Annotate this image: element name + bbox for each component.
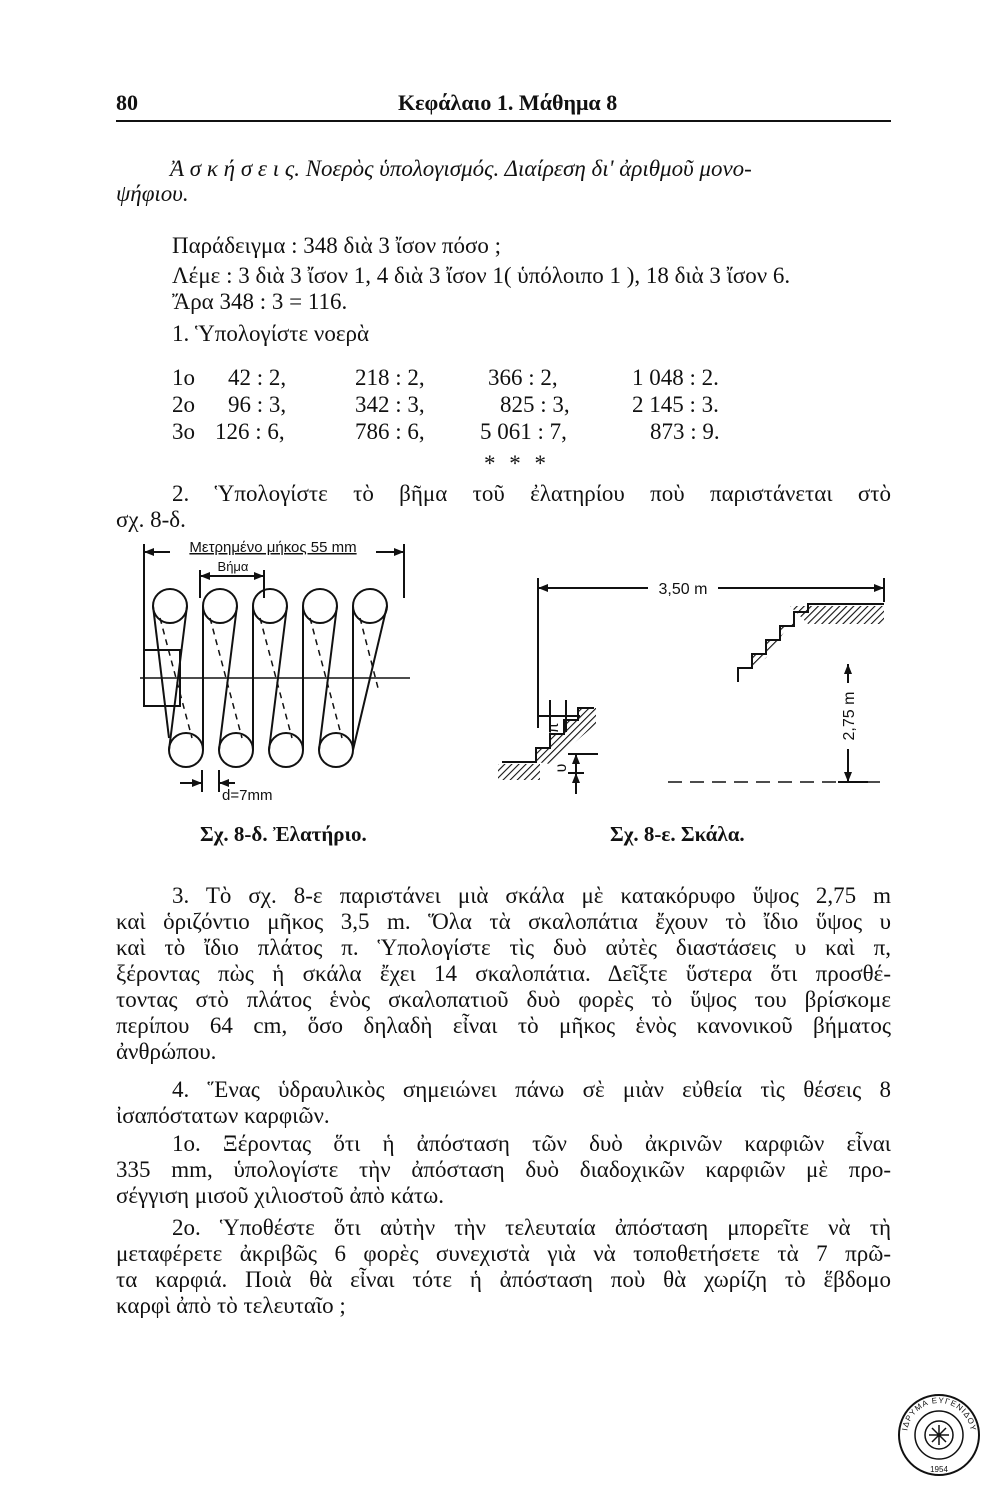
riser-label: υ [553, 763, 570, 773]
stamp-ring-text: ΙΔΡΥΜΑ ΕΥΓΕΝΙΔΟΥ [900, 1395, 978, 1433]
length-label: Μετρημένο μήκος 55 mm [189, 539, 357, 556]
exercise-3-line-5: τοντας στὸ πλάτος ἑνὸς σκαλοπατιοῦ δυὸ φορὲς τὸ ὕψος του βρίσκομε [116, 987, 891, 1012]
exercise-1-row-2-label: 2ο [172, 392, 195, 417]
width-arrow-right [874, 584, 884, 592]
exercise-1-row-2-cell-4: 2 145 : 3. [632, 392, 719, 417]
wire-arrow-left [192, 779, 202, 787]
coil-bottom-4 [319, 733, 353, 767]
running-title: Κεφάλαιο 1. Μάθημα 8 [398, 90, 618, 115]
exercise-4-line-2: ἰσαπόστατων καρφιῶν. [116, 1103, 330, 1128]
exercise-1-heading: 1. Ὑπολογίστε νοερὰ [172, 321, 370, 346]
exercise-1-row-1-cell-2: 218 : 2, [355, 365, 425, 390]
section-separator: * * * [484, 451, 550, 476]
exercise-3-line-3: καὶ τὸ ἴδιο πλάτος π. Ὑπολογίστε τὶς δυὸ αὐτὲς διαστάσεις υ καὶ π, [116, 935, 891, 960]
solution-line-2: Ἄρα 348 : 3 = 116. [172, 289, 348, 314]
exercise-1-row-1-cell-1: 42 : 2, [228, 365, 287, 390]
exercise-2-line-1: 2. Ὑπολογίστε τὸ βῆμα τοῦ ἐλατηρίου ποὺ παριστάνεται στὸ [172, 481, 891, 506]
exercise-3-line-2: καὶ ὁριζόντιο μῆκος 3,5 m. Ὅλα τὰ σκαλοπάτια ἔχουν τὸ ἴδιο ὕψος υ [116, 909, 891, 934]
stamp-emblem [929, 1425, 949, 1445]
page-number: 80 [116, 90, 138, 115]
riser-arrow-top [572, 754, 580, 764]
lower-floor-hatch [498, 764, 540, 780]
exercise-4-part-2-line-1: 2ο. Ὑποθέστε ὅτι αὐτὴν τὴν τελευταία ἀπόσταση μπορεῖτε νὰ τὴ [172, 1215, 891, 1240]
figure-8d-caption: Σχ. 8-δ. Ἐλατήριο. [200, 822, 367, 846]
step-arrow-left [200, 572, 210, 580]
step-label: Βήμα [217, 559, 249, 574]
riser-arrow-bottom [572, 773, 580, 783]
step-arrow-right [254, 572, 264, 580]
height-label: 2,75 m [841, 691, 858, 741]
stairs-figure [488, 568, 894, 806]
exercise-1-row-1-cell-3: 366 : 2, [488, 365, 558, 390]
exercise-3-line-6: περίπου 64 cm, ὅσο δηλαδὴ εἶναι τὸ μῆκος ἑνὸς κανονικοῦ βήματος [116, 1013, 891, 1038]
length-arrow-left [144, 548, 154, 556]
coil-top-3 [253, 589, 287, 623]
exercise-1-row-3-cell-4: 873 : 9. [650, 419, 720, 444]
width-arrow-left [538, 584, 548, 592]
exercise-4-part-2-line-3: τα καρφιά. Ποιὰ θὰ εἶναι τότε ἡ ἀπόσταση ποὺ θὰ χωρίζη τὸ ἕβδομο [116, 1267, 891, 1292]
exercise-1-row-3-cell-1: 126 : 6, [215, 419, 285, 444]
exercise-1-row-3-cell-3: 5 061 : 7, [480, 419, 567, 444]
exercise-4-part-1-line-3: σέγγιση μισοῦ χιλιοστοῦ ἀπὸ κάτω. [116, 1183, 445, 1208]
header-rule [116, 120, 891, 122]
exercise-2-line-2: σχ. 8-δ. [116, 507, 186, 532]
exercise-1-row-1-label: 1ο [172, 365, 195, 390]
exercise-3-line-4: ξέροντας πὼς ἡ σκάλα ἔχει 14 σκαλοπάτια. Δεῖξτε ὕστερα ὅτι προσθέ- [116, 961, 891, 986]
figure-8e-caption: Σχ. 8-ε. Σκάλα. [610, 822, 745, 846]
coil-top-2 [203, 589, 237, 623]
intro-line-1: Ἀ σ κ ή σ ε ι ς. Νοερὸς ὑπολογισμός. Διαίρεση δι' ἀριθμοῦ μονο- [170, 156, 752, 181]
coil-bottom-3 [269, 733, 303, 767]
intro-line-2: ψήφιου. [116, 181, 189, 206]
exercise-4-part-1-line-2: 335 mm, ὑπολογίστε τὴν ἀπόσταση δυὸ διαδοχικῶν καρφιῶν μὲ προ- [116, 1157, 891, 1182]
stamp-year: 1954 [930, 1465, 948, 1474]
wire-arrow-right [219, 779, 229, 787]
coil-top-1 [153, 589, 187, 623]
exercise-4-line-1: 4. Ἕνας ὑδραυλικὸς σημειώνει πάνω σὲ μιὰν εὐθεία τὶς θέσεις 8 [172, 1077, 891, 1102]
coil-bottom-2 [219, 733, 253, 767]
exercise-1-row-2-cell-3: 825 : 3, [500, 392, 570, 417]
exercise-4-part-2-line-2: μεταφέρετε ἀκριβῶς 6 φορὲς συνεχιστὰ γιὰ νὰ τοποθετήσετε τὰ 7 πρῶ- [116, 1241, 891, 1266]
height-arrow-top [844, 664, 852, 674]
height-arrow-bottom [844, 772, 852, 782]
coil-top-4 [303, 589, 337, 623]
coil-bottom-1 [169, 733, 203, 767]
exercise-4-part-2-line-4: καρφὶ ἀπὸ τὸ τελευταῖο ; [116, 1293, 346, 1318]
spring-figure [140, 538, 410, 808]
exercise-1-row-2-cell-2: 342 : 3, [355, 392, 425, 417]
coil-top-5 [353, 589, 387, 623]
exercise-3-line-1: 3. Τὸ σχ. 8-ε παριστάνει μιὰ σκάλα μὲ κατακόρυφο ὕψος 2,75 m [172, 883, 891, 908]
exercise-1-row-3-label: 3ο [172, 419, 195, 444]
wire-front-2 [153, 606, 169, 738]
example-line: Παράδειγμα : 348 διὰ 3 ἴσον πόσο ; [172, 233, 502, 258]
exercise-1-row-3-cell-2: 786 : 6, [355, 419, 425, 444]
exercise-1-row-1-cell-4: 1 048 : 2. [632, 365, 719, 390]
wire-diameter-label: d=7mm [222, 787, 273, 804]
exercise-1-row-2-cell-1: 96 : 3, [228, 392, 287, 417]
tread-label: π [545, 722, 562, 734]
exercise-3-line-7: ἀνθρώπου. [116, 1039, 217, 1064]
solution-line-1: Λέμε : 3 διὰ 3 ἴσον 1, 4 διὰ 3 ἴσον 1( ὑπόλοιπο 1 ), 18 διὰ 3 ἴσον 6. [172, 263, 791, 288]
upper-landing-hatch [790, 606, 884, 624]
foundation-stamp [896, 1392, 982, 1478]
length-arrow-right [394, 548, 404, 556]
exercise-4-part-1-line-1: 1ο. Ξέροντας ὅτι ἡ ἀπόσταση τῶν δυὸ ἀκρινῶν καρφιῶν εἶναι [172, 1131, 891, 1156]
width-label: 3,50 m [658, 581, 708, 598]
